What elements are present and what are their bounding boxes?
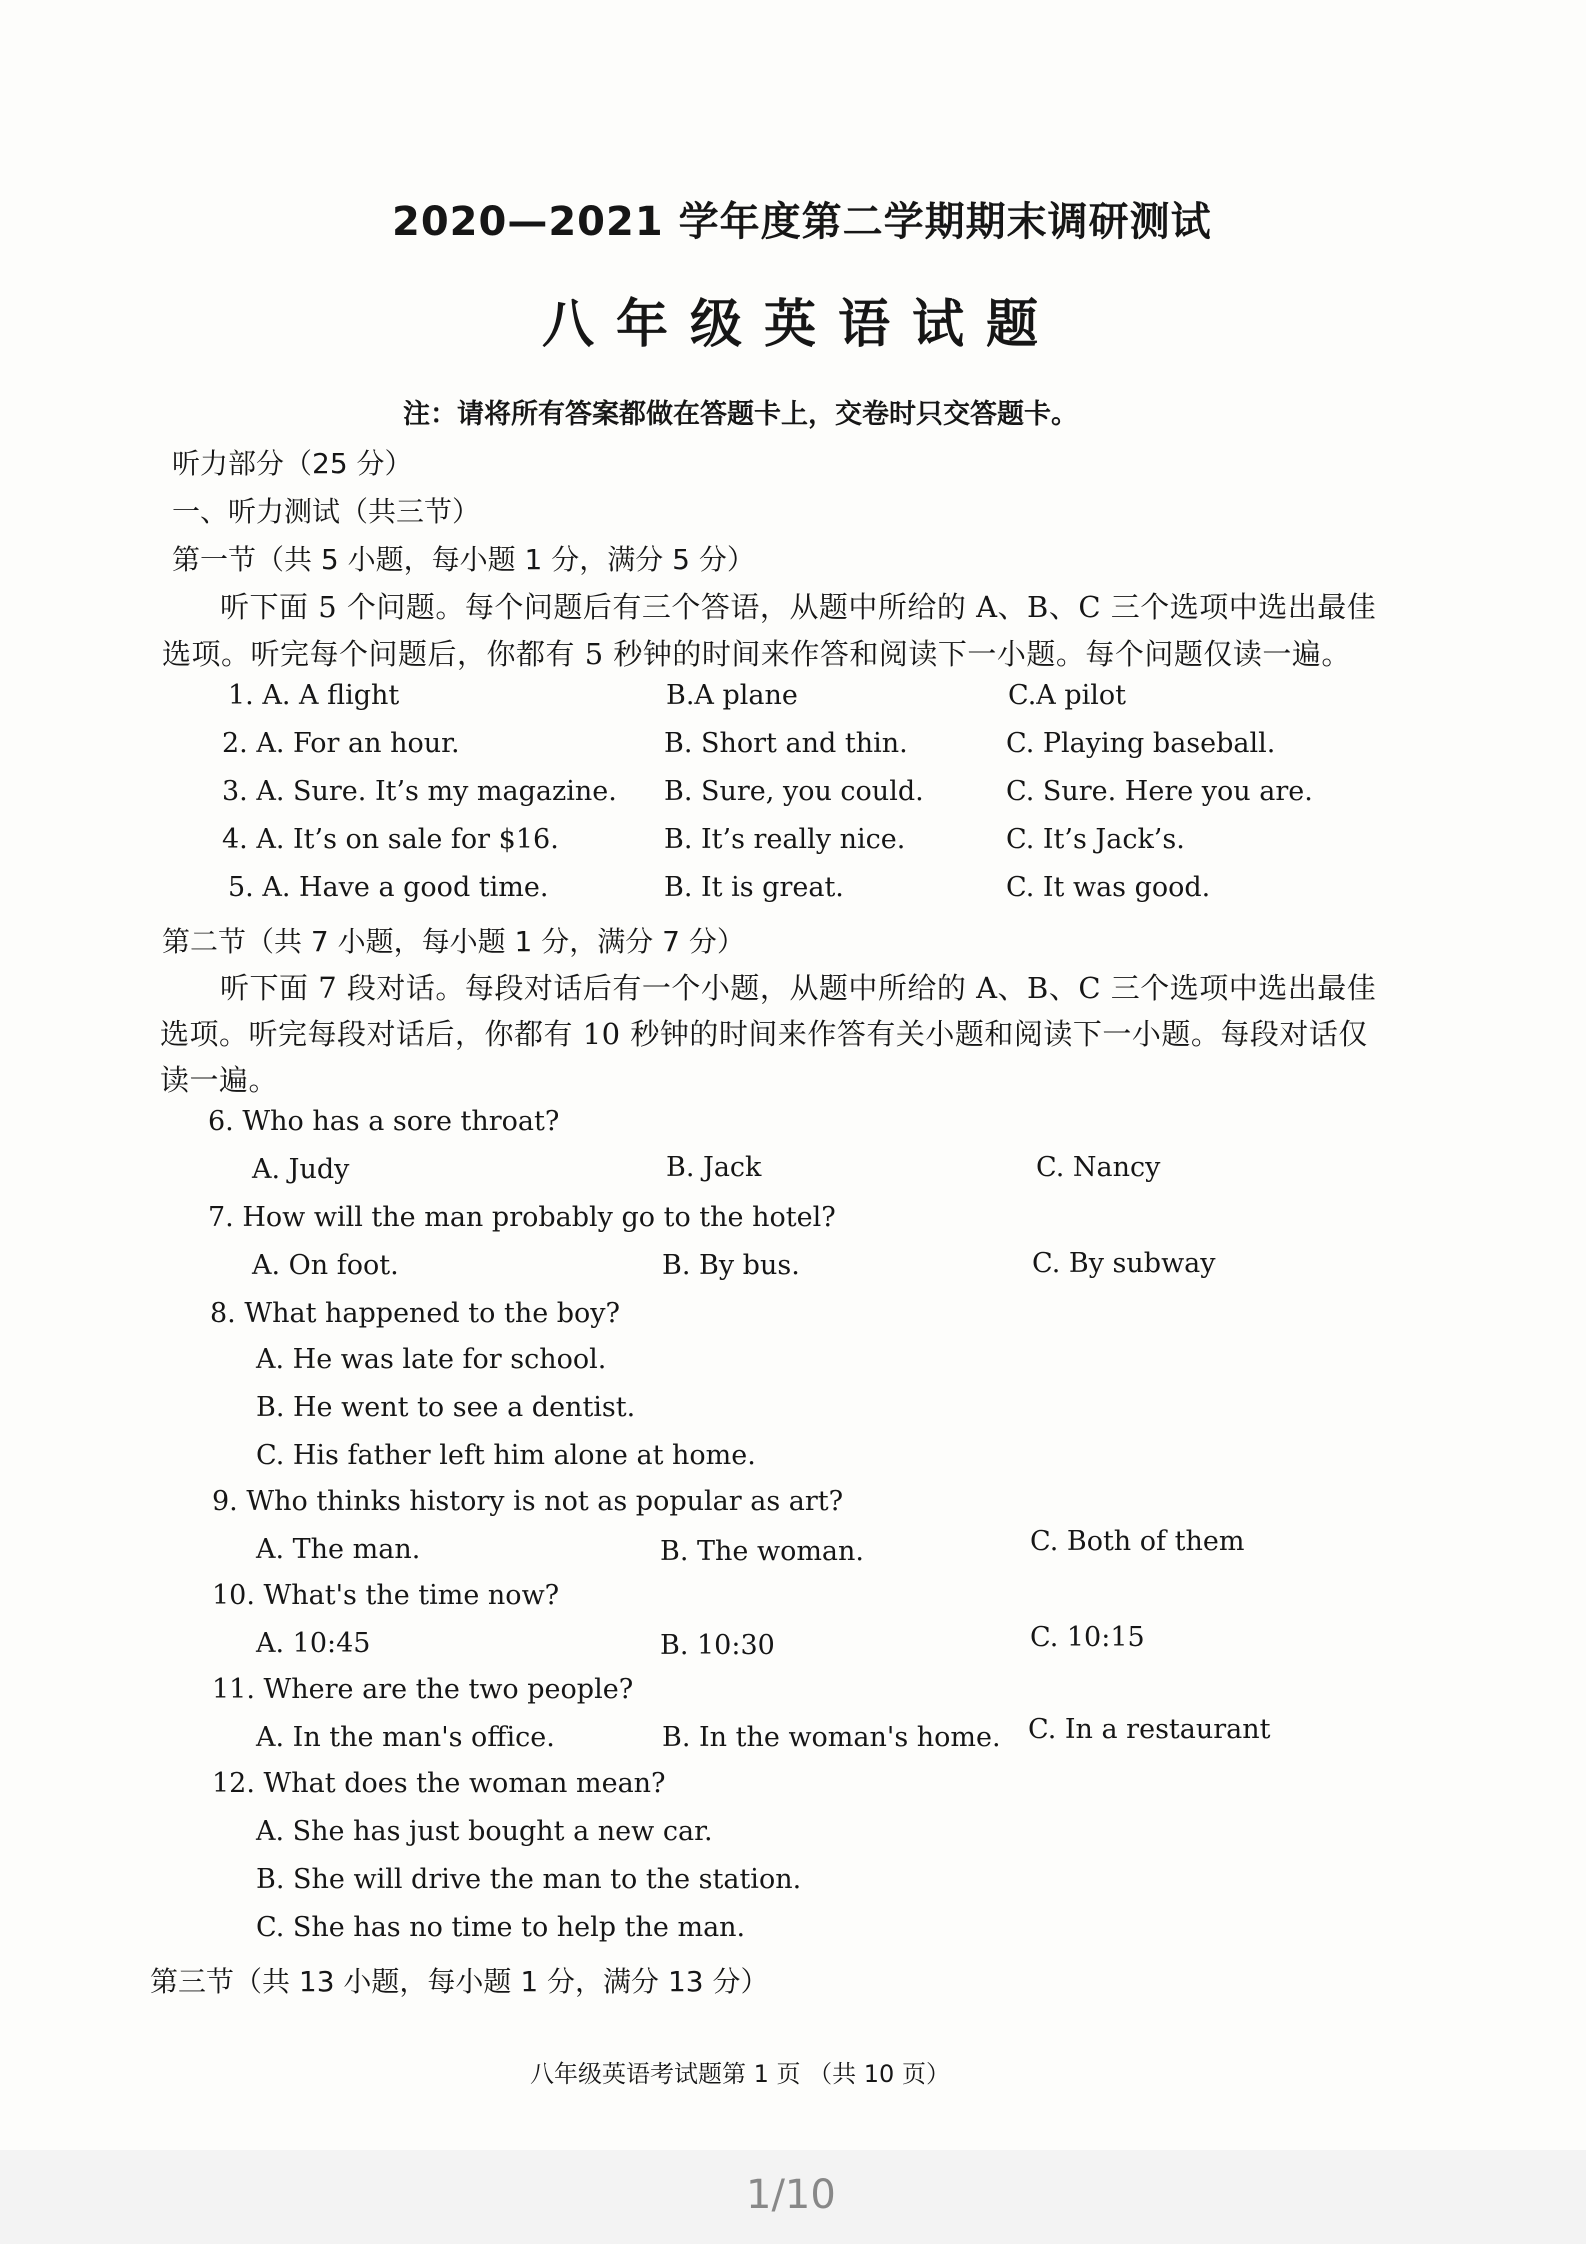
q6-option-c: C. Nancy [1036,1152,1161,1183]
q4-option-b: B. It’s really nice. [664,824,906,855]
q9-option-b: B. The woman. [660,1536,865,1567]
section1-instruction-line1: 听下面 5 个问题。每个问题后有三个答语，从题中所给的 A、B、C 三个选项中选出最佳 [220,590,1377,624]
q11-option-b: B. In the woman's home. [662,1722,1001,1753]
q10-option-b: B. 10:30 [660,1630,775,1661]
q5-option-a: 5. A. Have a good time. [228,872,549,903]
q9-question: 9. Who thinks history is not as popular as art? [212,1486,844,1517]
q1-option-c: C.A pilot [1008,680,1127,711]
q11-question: 11. Where are the two people? [212,1674,634,1705]
section3-heading: 第三节（共 13 小题，每小题 1 分，满分 13 分） [150,1965,769,1998]
q2-option-a: 2. A. For an hour. [222,728,460,759]
listening-heading: 听力部分（25 分） [172,447,413,480]
q8-option-a: A. He was late for school. [256,1344,607,1375]
q9-option-a: A. The man. [256,1534,421,1565]
q9-option-c: C. Both of them [1030,1526,1245,1557]
q10-question: 10. What's the time now? [212,1580,560,1611]
q2-option-c: C. Playing baseball. [1006,728,1276,759]
q6-question: 6. Who has a sore throat? [208,1106,560,1137]
q11-option-c: C. In a restaurant [1028,1714,1271,1745]
section2-instruction-line1: 听下面 7 段对话。每段对话后有一个小题，从题中所给的 A、B、C 三个选项中选出最佳 [220,971,1377,1005]
q6-option-a: A. Judy [252,1154,350,1185]
q3-option-b: B. Sure, you could. [664,776,924,807]
q5-option-c: C. It was good. [1006,872,1211,903]
q7-question: 7. How will the man probably go to the hotel? [208,1202,836,1233]
q11-option-a: A. In the man's office. [256,1722,555,1753]
q1-option-b: B.A plane [666,680,798,711]
section2-heading: 第二节（共 7 小题，每小题 1 分，满分 7 分） [162,925,745,958]
q12-question: 12. What does the woman mean? [212,1768,666,1799]
q4-option-a: 4. A. It’s on sale for $16. [222,824,559,855]
q10-option-c: C. 10:15 [1030,1622,1145,1653]
section2-instruction-line2: 选项。听完每段对话后，你都有 10 秒钟的时间来作答有关小题和阅读下一小题。每段对话仅 [160,1017,1368,1051]
q8-option-c: C. His father left him alone at home. [256,1440,756,1471]
q8-option-b: B. He went to see a dentist. [256,1392,636,1423]
q8-question: 8. What happened to the boy? [210,1298,621,1329]
q10-option-a: A. 10:45 [256,1628,371,1659]
q12-option-c: C. She has no time to help the man. [256,1912,746,1943]
exam-note: 注：请将所有答案都做在答题卡上，交卷时只交答题卡。 [403,399,1078,430]
section1-heading: 第一节（共 5 小题，每小题 1 分，满分 5 分） [172,543,755,576]
q5-option-b: B. It is great. [664,872,844,903]
exam-subtitle: 八年级英语试题 [542,295,1061,355]
exam-title: 2020—2021 学年度第二学期期末调研测试 [392,199,1212,245]
q12-option-a: A. She has just bought a new car. [256,1816,713,1847]
q3-option-c: C. Sure. Here you are. [1006,776,1313,807]
page-footer: 八年级英语考试题第 1 页 （共 10 页） [530,2060,950,2088]
q3-option-a: 3. A. Sure. It’s my magazine. [222,776,617,807]
q6-option-b: B. Jack [666,1152,762,1183]
page-indicator: 1/10 [746,2172,836,2218]
q7-option-b: B. By bus. [662,1250,800,1281]
section2-instruction-line3: 读一遍。 [160,1063,279,1097]
q2-option-b: B. Short and thin. [664,728,908,759]
q4-option-c: C. It’s Jack’s. [1006,824,1185,855]
listening-test-heading: 一、听力测试（共三节） [172,495,481,528]
section1-instruction-line2: 选项。听完每个问题后，你都有 5 秒钟的时间来作答和阅读下一小题。每个问题仅读一遍。 [162,637,1351,671]
q7-option-c: C. By subway [1032,1248,1216,1279]
q1-option-a: 1. A. A flight [228,680,400,711]
q7-option-a: A. On foot. [252,1250,399,1281]
q12-option-b: B. She will drive the man to the station. [256,1864,802,1895]
